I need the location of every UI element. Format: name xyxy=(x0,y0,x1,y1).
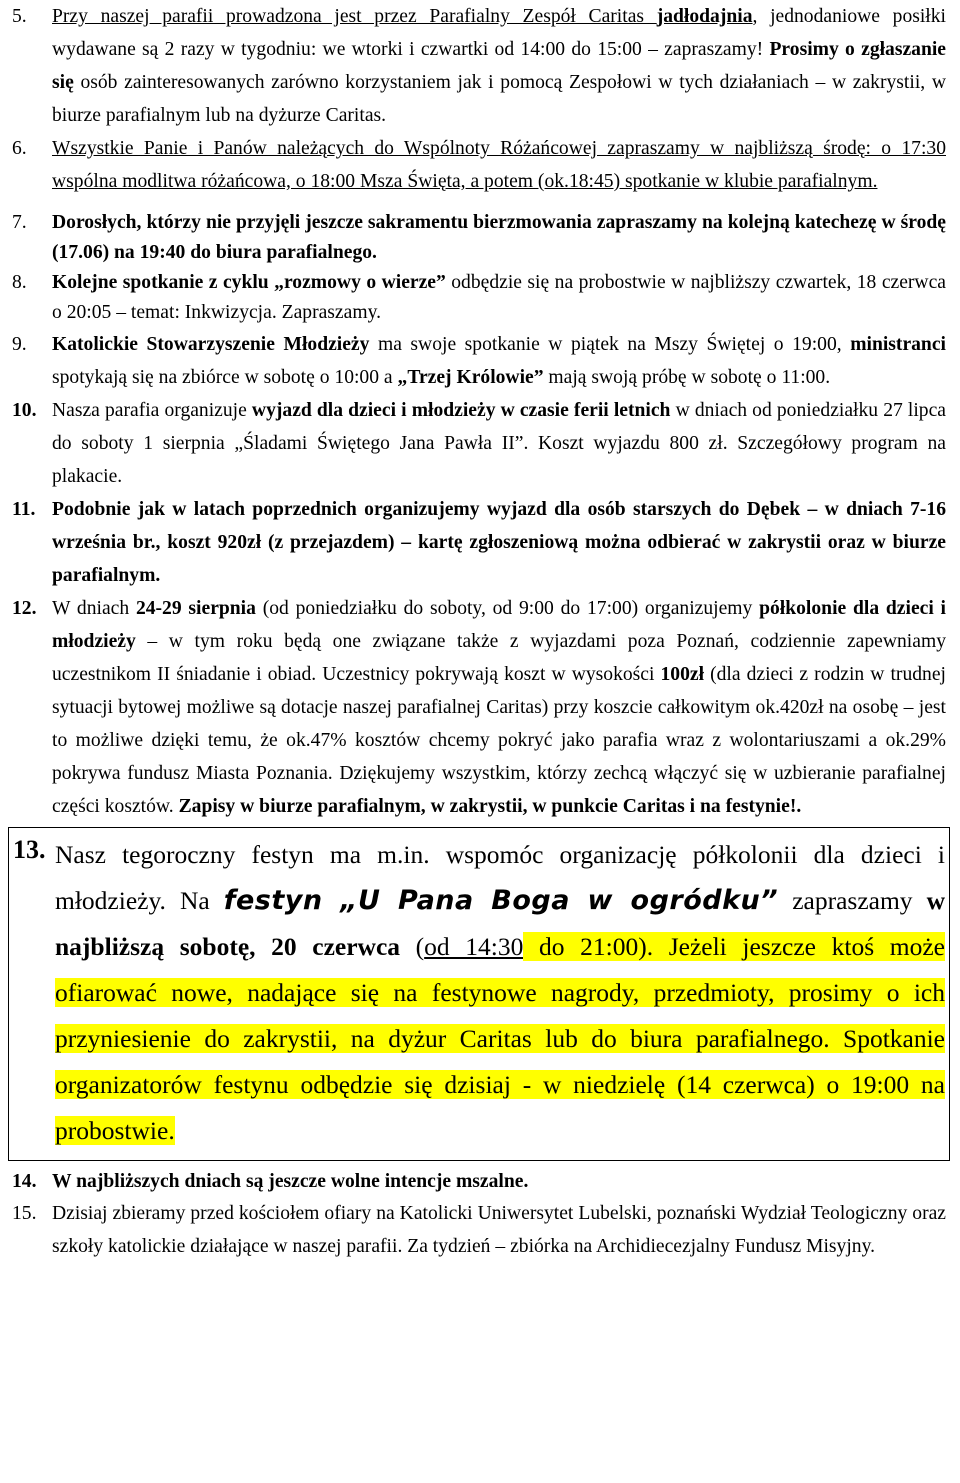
announcement-6: 6. Wszystkie Panie i Panów należących do Wspólnoty Różańcowej zapraszamy w najbliższą środę: o 17:30 wspólna modlitwa różańcowa, o 18:00 Msza Święta, a potem (ok.18:45) spotkanie w klubie parafialnym. xyxy=(12,132,946,198)
item-number: 12. xyxy=(12,598,37,619)
announcement-8: 8. Kolejne spotkanie z cyklu „rozmowy o wierze” odbędzie się na probostwie w najbliższy czwartek, 18 czerwca o 20:05 – temat: Inkwizycja. Zapraszamy. xyxy=(12,268,946,328)
item-number: 8. xyxy=(12,272,27,293)
announcement-15: 15. Dzisiaj zbieramy przed kościołem ofiary na Katolicki Uniwersytet Lubelski, poznański Wydział Teologiczny oraz szkoły katolickie działające w naszej parafii. Za tydzień – zbiórka na Archidiecezjalny Fundusz Misyjny. xyxy=(12,1197,946,1263)
announcement-11: 11. Podobnie jak w latach poprzednich organizujemy wyjazd dla osób starszych do Dębek – w dniach 7-16 września br., koszt 920zł (z przejazdem) – kartę zgłoszeniową można odbierać w zakrystii oraz w biurze parafialnym. xyxy=(12,493,946,592)
announcement-5: 5. Przy naszej parafii prowadzona jest przez Parafialny Zespół Caritas jadłodajnia, jednodaniowe posiłki wydawane są 2 razy w tygodniu: we wtorki i czwartki od 14:00 do 15:00 – zapraszamy! Prosimy o zgłaszanie się osób zainteresowanych zarówno korzystaniem jak i pomocą Zespołowi w tych działaniach – w zakrystii, w biurze parafialnym lub na dyżurze Caritas. xyxy=(12,0,946,132)
announcement-9: 9. Katolickie Stowarzyszenie Młodzieży ma swoje spotkanie w piątek na Mszy Świętej o 19:00, ministranci spotykają się na zbiórce w sobotę o 10:00 a „Trzej Królowie” mają swoją próbę w sobotę o 11:00. xyxy=(12,328,946,394)
item-number: 14. xyxy=(12,1171,37,1192)
highlighted-text: do 21:00). Jeżeli jeszcze ktoś może ofiarować nowe, nadające się na festynowe nagrody, przedmioty, prosimy o ich przyniesienie do zakrystii, na dyżur Caritas lub do biura parafialnego. Spotkanie organizatorów festynu odbędzie się dzisiaj - w niedzielę (14 czerwca) o 19:00 na probostwie. xyxy=(55,932,945,1145)
item-number: 5. xyxy=(12,6,27,27)
announcement-12: 12. W dniach 24-29 sierpnia (od poniedziałku do soboty, od 9:00 do 17:00) organizujemy półkolonie dla dzieci i młodzieży – w tym roku będą one związane także z wyjazdami poza Poznań, codziennie zapewniamy uczestnikom II śniadanie i obiad. Uczestnicy pokrywają koszt w wysokości 100zł (dla dzieci z rodzin w trudnej sytuacji bytowej możliwe są dotacje naszej parafialnej Caritas) przy koszcie całkowitym ok.420zł na osobę – jest to możliwe dzięki temu, że ok.47% kosztów chcemy pokryć jako parafia wraz z wolontariuszami a ok.29% pokrywa fundusz Miasta Poznania. Dziękujemy wszystkim, którzy zechcą włączyć się w uzbieranie parafialnej części kosztów. Zapisy w biurze parafialnym, w zakrystii, w punkcie Caritas i na festynie!. xyxy=(12,592,946,823)
item-number: 10. xyxy=(12,400,37,421)
item-number: 9. xyxy=(12,334,27,355)
item-number: 7. xyxy=(12,212,27,233)
item-number: 13. xyxy=(13,835,46,864)
announcement-14: 14. W najbliższych dniach są jeszcze wolne intencje mszalne. xyxy=(12,1165,946,1197)
festyn-announcement-box xyxy=(8,827,950,1161)
announcement-7: 7. Dorosłych, którzy nie przyjęli jeszcze sakramentu bierzmowania zapraszamy na kolejną katechezę w środę (17.06) na 19:40 do biura parafialnego. xyxy=(12,208,946,268)
festyn-title: festyn „U Pana Boga w ogródku” xyxy=(223,885,779,916)
announcement-10: 10. Nasza parafia organizuje wyjazd dla dzieci i młodzieży w czasie ferii letnich w dniach od poniedziałku 27 lipca do soboty 1 sierpnia „Śladami Świętego Jana Pawła II”. Koszt wyjazdu 800 zł. Szczegółowy program na plakacie. xyxy=(12,394,946,493)
item-number: 15. xyxy=(12,1203,37,1224)
item-number: 6. xyxy=(12,138,27,159)
announcement-13: 13. Nasz tegoroczny festyn ma m.in. wspomóc organizację półkolonii dla dzieci i młodzieży. Na festyn „U Pana Boga w ogródku” zapraszamy w najbliższą sobotę, 20 czerwca (od 14:30 do 21:00). Jeżeli jeszcze ktoś może ofiarować nowe, nadające się na festynowe nagrody, przedmioty, prosimy o ich przyniesienie do zakrystii, na dyżur Caritas lub do biura parafialnego. Spotkanie organizatorów festynu odbędzie się dzisiaj - w niedzielę (14 czerwca) o 19:00 na probostwie. xyxy=(13,832,945,1154)
item-number: 11. xyxy=(12,499,36,520)
